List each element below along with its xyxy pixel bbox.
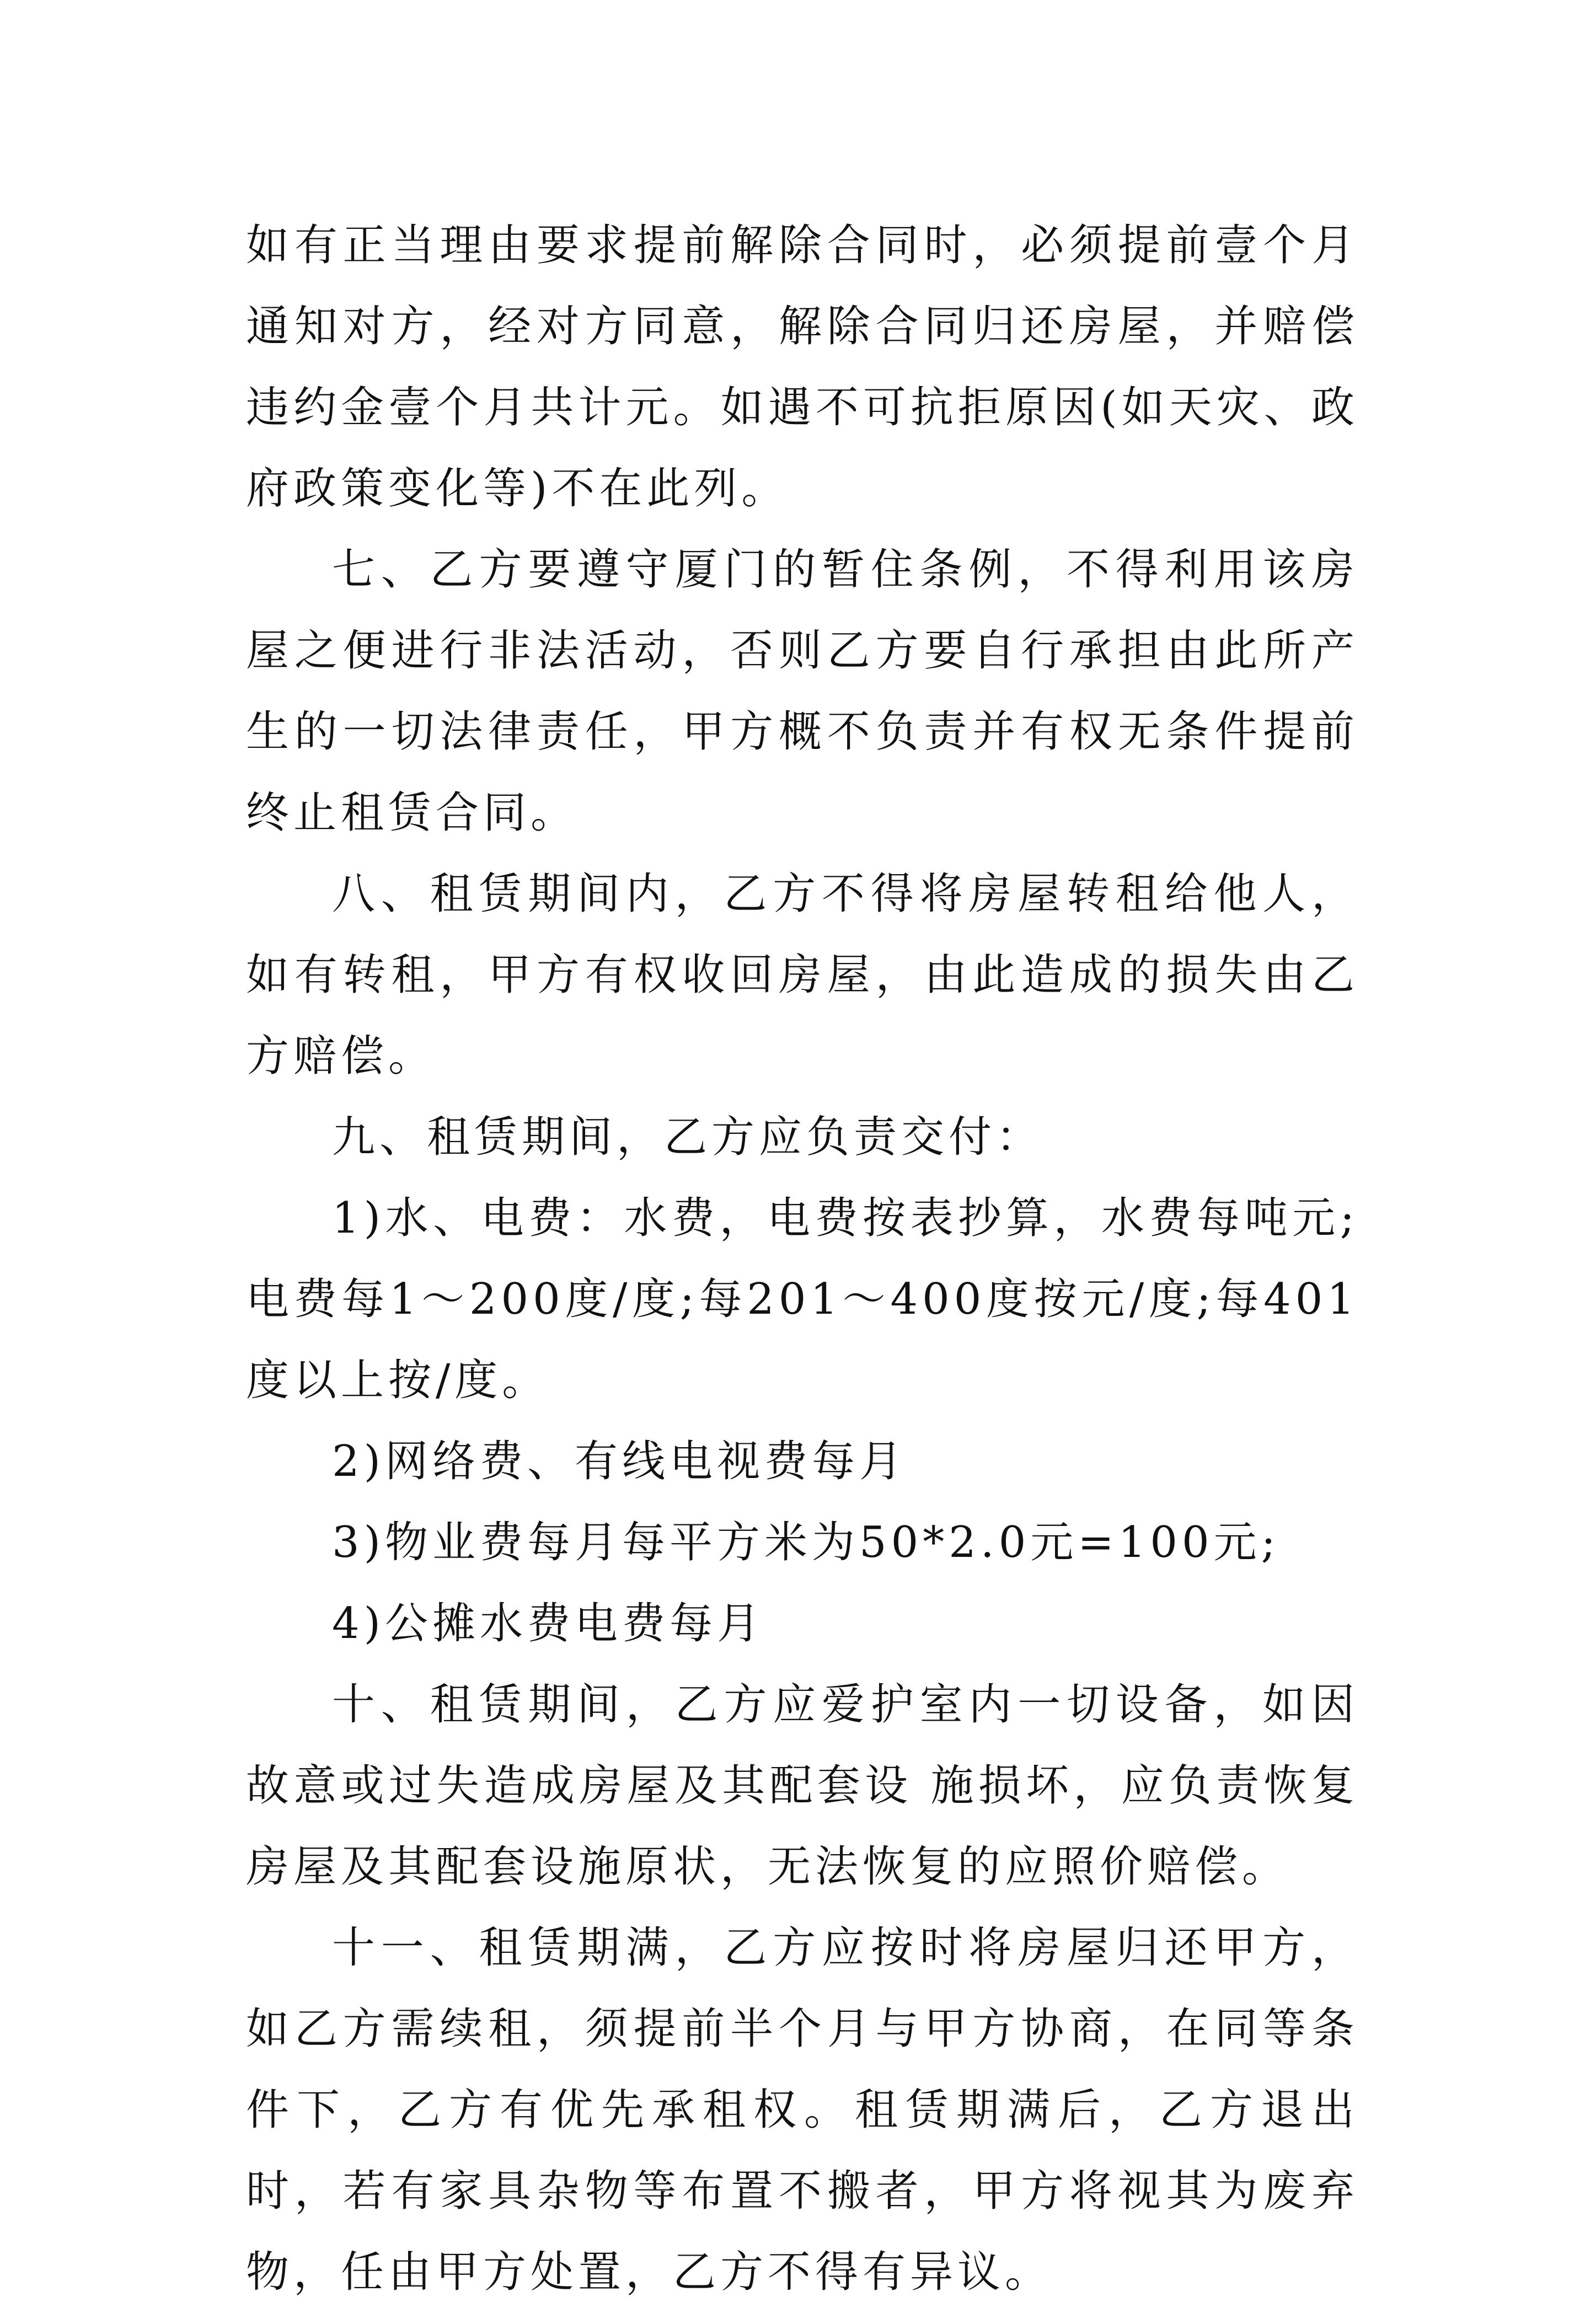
paragraph-fee-water-electricity: 1)水、电费：水费，电费按表抄算，水费每吨元;电费每1～200度/度;每201～400度按元/度;每401度以上按/度。 xyxy=(246,1193,1359,1405)
paragraph-fee-network-tv: 2)网络费、有线电视费每月 xyxy=(332,1437,907,1486)
paragraph-clause-10: 十、租赁期间，乙方应爱护室内一切设备，如因故意或过失造成房屋及其配套设 施损坏，应负责恢复房屋及其配套设施原状，无法恢复的应照价赔偿。 xyxy=(246,1680,1359,1892)
paragraph-clause-8: 八、租赁期间内，乙方不得将房屋转租给他人，如有转租，甲方有权收回房屋，由此造成的损失由乙方赔偿。 xyxy=(246,869,1359,1081)
paragraph-clause-7: 七、乙方要遵守厦门的暂住条例，不得利用该房屋之便进行非法活动，否则乙方要自行承担由此所产生的一切法律责任，甲方概不负责并有权无条件提前终止租赁合同。 xyxy=(246,545,1359,838)
paragraph-fee-property: 3)物业费每月每平方米为50*2.0元=100元; xyxy=(332,1518,1280,1567)
paragraph-termination-notice: 如有正当理由要求提前解除合同时，必须提前壹个月通知对方，经对方同意，解除合同归还房屋，并赔偿违约金壹个月共计元。如遇不可抗拒原因(如天灾、政府政策变化等)不在此列。 xyxy=(246,221,1359,513)
document-body xyxy=(246,205,1359,2313)
paragraph-clause-11: 十一、租赁期满，乙方应按时将房屋归还甲方，如乙方需续租，须提前半个月与甲方协商，在同等条件下，乙方有优先承租权。租赁期满后，乙方退出时，若有家具杂物等布置不搬者，甲方将视其为废弃物，任由甲方处置，乙方不得有异议。 xyxy=(246,1923,1359,2297)
paragraph-clause-9: 九、租赁期间，乙方应负责交付： xyxy=(332,1112,1044,1162)
paragraph-fee-shared-utilities: 4)公摊水费电费每月 xyxy=(332,1599,765,1648)
